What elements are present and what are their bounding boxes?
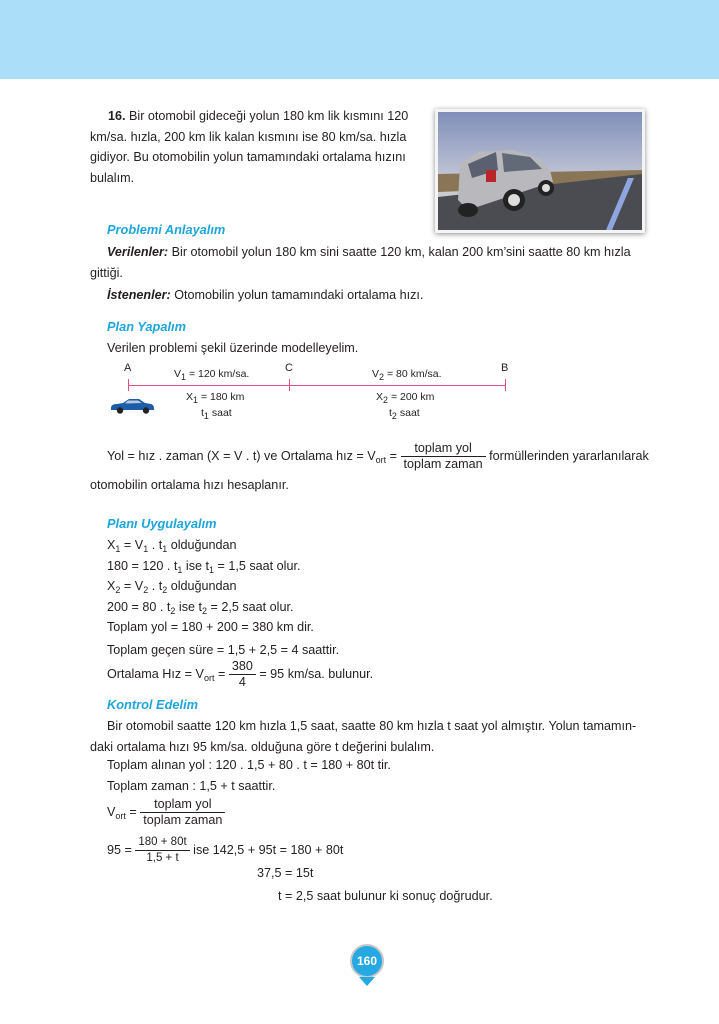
- check-equation: 95 = $\frac{180 + 80t}{1,5 + t}$ ise 142,5 + 95t = 180 + 80t: [107, 836, 344, 864]
- apply-steps: [107, 535, 339, 660]
- header-band: [0, 0, 719, 79]
- page-number-badge: 160: [350, 944, 384, 978]
- heading-check: Kontrol Edelim: [107, 697, 199, 712]
- page-badge-pointer-icon: [359, 977, 375, 986]
- given-paragraph: Verilenler: Bir otomobil yolun 180 km sini saatte 120 km, kalan 200 km’sini saatte 80 km hızla gittiği.: [90, 245, 631, 280]
- check-paragraph: Bir otomobil saatte 120 km hızla 1,5 saat, saatte 80 km hızla t saat yol almıştır. Yolun tamamın- daki ortalama hızı 95 km/sa. olduğuna göre t değerini bulalım.: [90, 719, 637, 754]
- plan-intro: Verilen problemi şekil üzerinde modelleyelim.: [107, 341, 359, 355]
- vort-formula: $V_{ort}$ = $\frac{\text{toplam yol}}{\text{toplam zaman}}$: [107, 797, 225, 828]
- heading-understand: Problemi Anlayalım: [107, 222, 226, 237]
- heading-plan: Plan Yapalım: [107, 319, 186, 334]
- step-line: Toplam geçen süre = 1,5 + 2,5 = 4 saattir.: [107, 642, 340, 657]
- tick-a: [128, 379, 129, 391]
- route-line: [128, 385, 505, 386]
- step-line: $X_1 = V_1$ . $t_1$ olduğundan: [107, 538, 237, 554]
- point-a: A: [124, 362, 132, 374]
- check-time: Toplam zaman : 1,5 + t saattir.: [107, 779, 276, 793]
- step-line: $X_2 = V_2$ . $t_2$ olduğundan: [107, 579, 237, 595]
- check-road: Toplam alınan yol : 120 . 1,5 + 80 . t = 180 + 80t tir.: [107, 758, 391, 772]
- heading-apply: Planı Uygulayalım: [107, 516, 217, 531]
- formula-line: Yol = hız . zaman (X = V . t) ve Ortalama hız = $V_{ort}$ = $\frac{\text{toplam yol}}{\text{toplam zaman}}$ formüllerinden yararlanılarak: [107, 441, 649, 472]
- tick-c: [289, 379, 290, 391]
- t1-label: $t_1$ saat: [201, 407, 232, 421]
- x2-label: $X_2 = 200$ km: [376, 391, 435, 405]
- x1-label: $X_1 = 180$ km: [186, 391, 245, 405]
- car-photo: [435, 109, 645, 233]
- problem-number: 16.: [108, 109, 126, 123]
- average-speed-result: Ortalama Hız = $V_{ort}$ = $\frac{380}{4}$ = 95 km/sa. bulunur.: [107, 659, 374, 689]
- problem-statement: 16. Bir otomobil gideceği yolun 180 km lik kısmını 120 km/sa. hızla, 200 km lik kalan kısmını ise 80 km/sa. hızla gidiyor. Bu otomobilin yolun tamamındaki ortalama hızını bulalım.: [90, 109, 409, 185]
- step-line: Toplam yol = 180 + 200 = 380 km dir.: [107, 620, 314, 634]
- v2-label: $V_2 = 80$ km/sa.: [372, 368, 442, 382]
- point-c: C: [285, 362, 293, 374]
- step-line: 200 = 80 . $t_2$ ise $t_2 = 2,5$ saat olur.: [107, 599, 294, 616]
- car-icon: [109, 397, 155, 415]
- average-speed-fraction: $\frac{\text{toplam yol}}{\text{toplam zaman}}$: [401, 441, 486, 472]
- check-step-3: t = 2,5 saat bulunur ki sonuç doğrudur.: [278, 889, 493, 903]
- v1-label: $V_1 = 120$ km/sa.: [174, 368, 250, 382]
- tick-b: [505, 379, 506, 391]
- point-b: B: [501, 362, 509, 374]
- step-line: 180 = 120 . $t_1$ ise $t_1 = 1,5$ saat olur.: [107, 558, 301, 575]
- formula-line-2: otomobilin ortalama hızı hesaplanır.: [90, 478, 289, 492]
- check-step-2: 37,5 = 15t: [257, 866, 314, 880]
- asked-paragraph: İstenenler: Otomobilin yolun tamamındaki ortalama hızı.: [107, 288, 424, 302]
- t2-label: $t_2$ saat: [389, 407, 420, 421]
